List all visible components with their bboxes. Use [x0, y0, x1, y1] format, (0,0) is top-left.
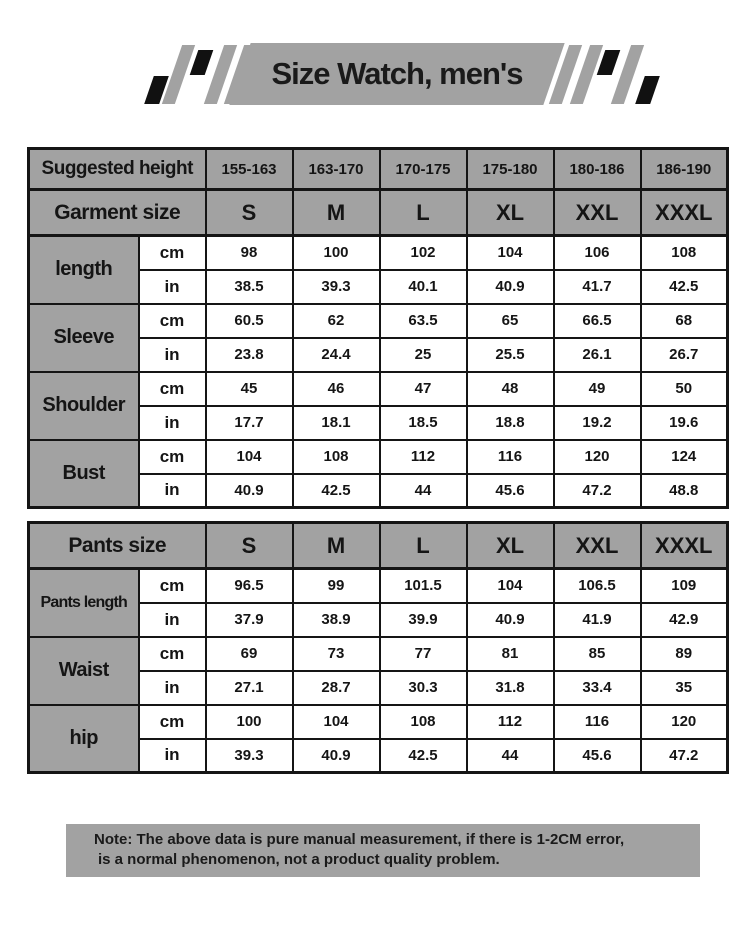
row-label-cell: Shoulder: [29, 372, 139, 440]
in-value-cell: 42.5: [293, 474, 380, 508]
in-value-cell: 33.4: [554, 671, 641, 705]
in-value-cell: 40.1: [380, 270, 467, 304]
in-value-cell: 39.3: [206, 739, 293, 773]
row-label-cell: Pants length: [29, 569, 139, 637]
in-value-cell: 48.8: [641, 474, 728, 508]
cm-value-cell: 63.5: [380, 304, 467, 338]
in-value-cell: 47.2: [554, 474, 641, 508]
cm-value-cell: 81: [467, 637, 554, 671]
in-value-cell: 41.9: [554, 603, 641, 637]
in-value-cell: 31.8: [467, 671, 554, 705]
in-value-cell: 25.5: [467, 338, 554, 372]
garment-size-table: [27, 147, 729, 509]
table-row: [29, 236, 728, 270]
title-banner: [229, 43, 564, 105]
in-value-cell: 23.8: [206, 338, 293, 372]
table-row: [29, 372, 728, 406]
table-row: [29, 523, 728, 569]
in-value-cell: 45.6: [554, 739, 641, 773]
cm-value-cell: 100: [206, 705, 293, 739]
cm-value-cell: 89: [641, 637, 728, 671]
in-value-cell: 18.5: [380, 406, 467, 440]
cm-value-cell: 50: [641, 372, 728, 406]
unit-cell: cm: [139, 705, 206, 739]
in-value-cell: 40.9: [467, 603, 554, 637]
in-value-cell: 44: [467, 739, 554, 773]
pants-size-table: [27, 521, 729, 774]
size-cell: L: [380, 523, 467, 569]
cm-value-cell: 49: [554, 372, 641, 406]
cm-value-cell: 101.5: [380, 569, 467, 603]
row-label-cell: Bust: [29, 440, 139, 508]
unit-cell: in: [139, 671, 206, 705]
unit-cell: in: [139, 603, 206, 637]
cm-value-cell: 108: [641, 236, 728, 270]
cm-value-cell: 120: [554, 440, 641, 474]
in-value-cell: 38.5: [206, 270, 293, 304]
unit-cell: cm: [139, 236, 206, 270]
unit-cell: in: [139, 338, 206, 372]
in-value-cell: 39.3: [293, 270, 380, 304]
cm-value-cell: 48: [467, 372, 554, 406]
cm-value-cell: 68: [641, 304, 728, 338]
table-row: [29, 149, 728, 190]
note-line-1: Note: The above data is pure manual measurement, if there is 1-2CM error,: [94, 831, 625, 848]
size-cell: XXXL: [641, 190, 728, 236]
cm-value-cell: 47: [380, 372, 467, 406]
title-banner-section: [0, 0, 750, 147]
in-value-cell: 45.6: [467, 474, 554, 508]
suggested-height-header: Suggested height: [29, 149, 206, 190]
height-range-cell: 170-175: [380, 149, 467, 190]
in-value-cell: 17.7: [206, 406, 293, 440]
in-value-cell: 25: [380, 338, 467, 372]
in-value-cell: 24.4: [293, 338, 380, 372]
in-value-cell: 35: [641, 671, 728, 705]
unit-cell: cm: [139, 569, 206, 603]
in-value-cell: 39.9: [380, 603, 467, 637]
row-label-cell: hip: [29, 705, 139, 773]
in-value-cell: 26.7: [641, 338, 728, 372]
unit-cell: cm: [139, 637, 206, 671]
cm-value-cell: 66.5: [554, 304, 641, 338]
in-value-cell: 18.1: [293, 406, 380, 440]
height-range-cell: 180-186: [554, 149, 641, 190]
in-value-cell: 42.9: [641, 603, 728, 637]
cm-value-cell: 85: [554, 637, 641, 671]
unit-cell: cm: [139, 304, 206, 338]
cm-value-cell: 112: [467, 705, 554, 739]
table-row: [29, 440, 728, 474]
measurement-note: [66, 824, 700, 877]
pants-size-header: Pants size: [29, 523, 206, 569]
size-cell: XL: [467, 190, 554, 236]
table-row: [29, 637, 728, 671]
in-value-cell: 44: [380, 474, 467, 508]
unit-cell: cm: [139, 440, 206, 474]
in-value-cell: 40.9: [293, 739, 380, 773]
cm-value-cell: 96.5: [206, 569, 293, 603]
cm-value-cell: 108: [380, 705, 467, 739]
page-title: Size Watch, men's: [271, 56, 523, 91]
cm-value-cell: 65: [467, 304, 554, 338]
row-label-cell: Waist: [29, 637, 139, 705]
in-value-cell: 42.5: [380, 739, 467, 773]
cm-value-cell: 46: [293, 372, 380, 406]
in-value-cell: 47.2: [641, 739, 728, 773]
cm-value-cell: 106.5: [554, 569, 641, 603]
table-row: [29, 304, 728, 338]
size-cell: XXL: [554, 190, 641, 236]
cm-value-cell: 116: [467, 440, 554, 474]
in-value-cell: 42.5: [641, 270, 728, 304]
in-value-cell: 30.3: [380, 671, 467, 705]
in-value-cell: 40.9: [467, 270, 554, 304]
height-range-cell: 175-180: [467, 149, 554, 190]
in-value-cell: 37.9: [206, 603, 293, 637]
row-label-cell: Sleeve: [29, 304, 139, 372]
note-line-2: is a normal phenomenon, not a product quality problem.: [98, 850, 500, 868]
diagonal-stripe-icon: [597, 50, 621, 75]
cm-value-cell: 120: [641, 705, 728, 739]
size-cell: L: [380, 190, 467, 236]
diagonal-stripe-icon: [635, 76, 660, 104]
in-value-cell: 27.1: [206, 671, 293, 705]
cm-value-cell: 104: [293, 705, 380, 739]
cm-value-cell: 77: [380, 637, 467, 671]
in-value-cell: 38.9: [293, 603, 380, 637]
size-cell: M: [293, 190, 380, 236]
cm-value-cell: 45: [206, 372, 293, 406]
size-cell: XXL: [554, 523, 641, 569]
cm-value-cell: 116: [554, 705, 641, 739]
cm-value-cell: 124: [641, 440, 728, 474]
height-range-cell: 186-190: [641, 149, 728, 190]
unit-cell: in: [139, 739, 206, 773]
row-label-cell: length: [29, 236, 139, 304]
cm-value-cell: 112: [380, 440, 467, 474]
cm-value-cell: 106: [554, 236, 641, 270]
size-cell: S: [206, 523, 293, 569]
cm-value-cell: 104: [206, 440, 293, 474]
height-range-cell: 163-170: [293, 149, 380, 190]
cm-value-cell: 109: [641, 569, 728, 603]
height-range-cell: 155-163: [206, 149, 293, 190]
cm-value-cell: 60.5: [206, 304, 293, 338]
cm-value-cell: 73: [293, 637, 380, 671]
unit-cell: in: [139, 474, 206, 508]
cm-value-cell: 104: [467, 569, 554, 603]
unit-cell: in: [139, 406, 206, 440]
diagonal-stripe-icon: [190, 50, 214, 75]
cm-value-cell: 98: [206, 236, 293, 270]
unit-cell: cm: [139, 372, 206, 406]
garment-size-header: Garment size: [29, 190, 206, 236]
unit-cell: in: [139, 270, 206, 304]
table-row: [29, 705, 728, 739]
size-cell: XL: [467, 523, 554, 569]
size-cell: S: [206, 190, 293, 236]
in-value-cell: 40.9: [206, 474, 293, 508]
in-value-cell: 18.8: [467, 406, 554, 440]
in-value-cell: 41.7: [554, 270, 641, 304]
table-row: [29, 190, 728, 236]
in-value-cell: 19.2: [554, 406, 641, 440]
cm-value-cell: 100: [293, 236, 380, 270]
in-value-cell: 26.1: [554, 338, 641, 372]
cm-value-cell: 102: [380, 236, 467, 270]
cm-value-cell: 62: [293, 304, 380, 338]
size-cell: M: [293, 523, 380, 569]
in-value-cell: 19.6: [641, 406, 728, 440]
cm-value-cell: 104: [467, 236, 554, 270]
size-cell: XXXL: [641, 523, 728, 569]
table-row: [29, 569, 728, 603]
cm-value-cell: 99: [293, 569, 380, 603]
in-value-cell: 28.7: [293, 671, 380, 705]
cm-value-cell: 108: [293, 440, 380, 474]
cm-value-cell: 69: [206, 637, 293, 671]
